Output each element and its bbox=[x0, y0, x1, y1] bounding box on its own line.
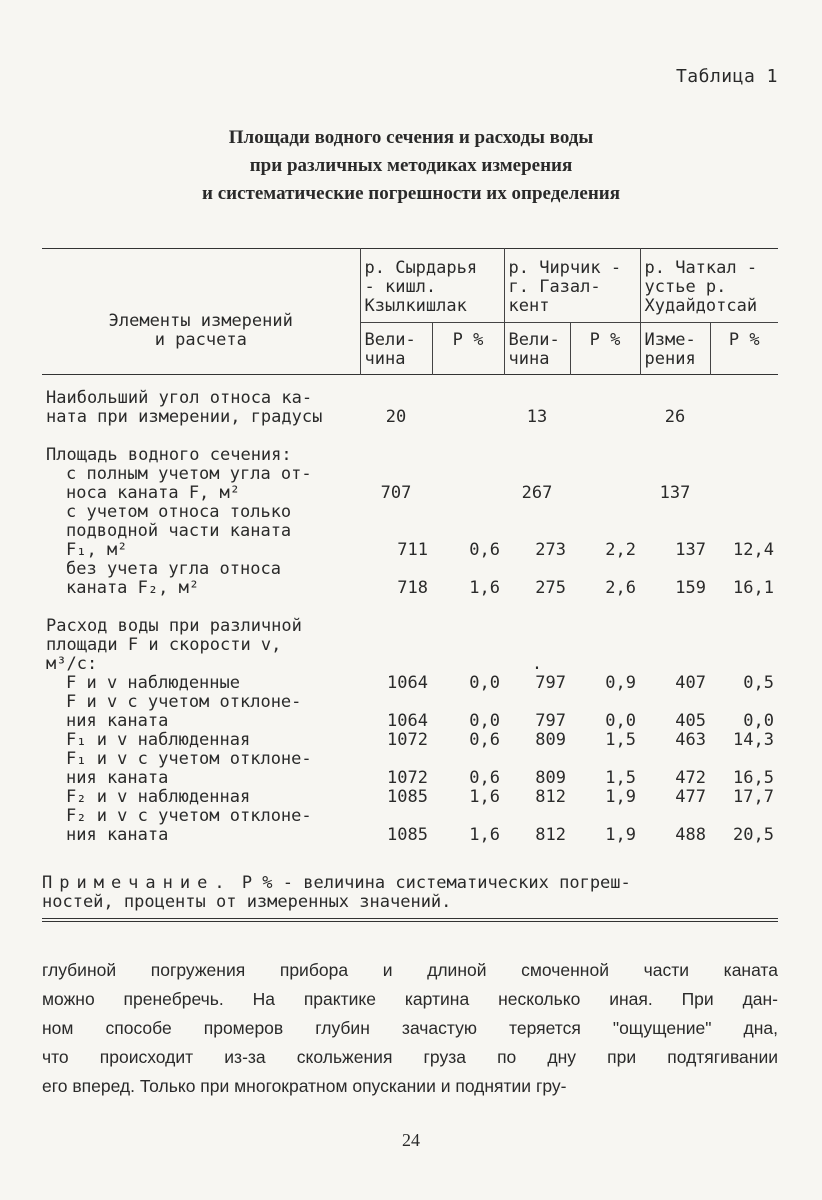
value-cell: 1072 bbox=[387, 730, 428, 750]
row-label: Расход воды при различной площади F и скорости v, м³/с: bbox=[46, 616, 302, 674]
data-table bbox=[42, 248, 778, 845]
value-cell bbox=[640, 617, 710, 674]
percent-cell: 14,3 bbox=[733, 730, 774, 750]
percent-cell: 1,9 bbox=[605, 787, 636, 807]
body-line: глубиной погружения прибора и длиной смоченной части каната bbox=[42, 960, 778, 980]
percent-cell: 0,0 bbox=[469, 711, 500, 731]
title-line-1: Площади водного сечения и расходы воды bbox=[228, 127, 594, 148]
header-value-2 bbox=[504, 323, 570, 375]
value-cell: 797 bbox=[535, 711, 566, 731]
percent-cell: 0,0 bbox=[605, 711, 636, 731]
spacer-row bbox=[42, 427, 778, 446]
value-cell: 20 bbox=[385, 407, 407, 427]
spacer-cell bbox=[42, 598, 778, 617]
value-cell bbox=[504, 446, 570, 465]
table-row bbox=[42, 375, 778, 428]
table-body bbox=[42, 375, 778, 846]
value-cell: 809 bbox=[535, 730, 566, 750]
header-elements bbox=[42, 249, 360, 375]
header-value-1 bbox=[360, 323, 432, 375]
row-label: Наибольший угол относа ка- ната при измерении, градусы bbox=[46, 388, 323, 427]
title-line-3: и систематические погрешности их определения bbox=[202, 183, 620, 204]
header-value-3 bbox=[640, 323, 710, 375]
value-cell: 159 bbox=[675, 578, 706, 598]
value-cell: 707 bbox=[380, 483, 412, 503]
table-row bbox=[42, 731, 778, 750]
percent-cell bbox=[432, 465, 504, 503]
percent-cell: 0,9 bbox=[605, 673, 636, 693]
header-value-2-text: Вели- чина bbox=[508, 330, 560, 369]
percent-cell: 0,0 bbox=[743, 711, 774, 731]
row-label: без учета угла относа каната F₂, м² bbox=[66, 559, 281, 598]
percent-cell: 1,5 bbox=[605, 730, 636, 750]
value-cell: 1072 bbox=[387, 768, 428, 788]
row-label: с полным учетом угла от- носа каната F, м² bbox=[66, 464, 312, 503]
value-cell: 13 bbox=[526, 407, 548, 427]
percent-cell bbox=[570, 465, 640, 503]
percent-cell: 2,2 bbox=[605, 540, 636, 560]
percent-cell bbox=[432, 617, 504, 674]
value-cell: 812 bbox=[535, 825, 566, 845]
value-cell: 812 bbox=[535, 787, 566, 807]
value-cell: 1085 bbox=[387, 787, 428, 807]
row-label: Площадь водного сечения: bbox=[46, 445, 292, 465]
value-cell: 26 bbox=[664, 407, 686, 427]
percent-cell: 1,6 bbox=[469, 787, 500, 807]
table-row bbox=[42, 617, 778, 674]
percent-cell bbox=[570, 446, 640, 465]
row-label: F и v наблюденные bbox=[66, 673, 240, 693]
percent-cell: 16,5 bbox=[733, 768, 774, 788]
percent-cell bbox=[570, 617, 640, 674]
spacer-row bbox=[42, 598, 778, 617]
row-label: F и v с учетом отклоне- ния каната bbox=[66, 692, 302, 731]
percent-cell: 0,5 bbox=[743, 673, 774, 693]
note-prefix: Примечание. bbox=[42, 873, 232, 893]
value-cell bbox=[360, 446, 432, 465]
header-syrdarya-text: р. Сырдарья - кишл. Кзылкишлак bbox=[364, 258, 478, 316]
header-chirchik bbox=[504, 249, 640, 323]
header-chirchik-text: р. Чирчик - г. Газал- кент bbox=[508, 258, 622, 316]
note-bottom-rule-2 bbox=[42, 921, 778, 922]
spacer-cell bbox=[42, 427, 778, 446]
percent-cell bbox=[710, 446, 778, 465]
page-number: 24 bbox=[402, 1130, 420, 1150]
percent-cell: 1,9 bbox=[605, 825, 636, 845]
header-value-3-text: Изме- рения bbox=[644, 330, 696, 369]
table-row bbox=[42, 465, 778, 503]
value-cell: 797 bbox=[535, 673, 566, 693]
percent-cell: 1,5 bbox=[605, 768, 636, 788]
table-note bbox=[42, 874, 778, 912]
header-elements-text: Элементы измерений и расчета bbox=[108, 310, 293, 350]
percent-cell: 0,6 bbox=[469, 730, 500, 750]
table-row bbox=[42, 788, 778, 807]
note-bottom-rule bbox=[42, 918, 778, 919]
title-line-2: при различных методиках измерения bbox=[249, 155, 573, 176]
value-cell: 137 bbox=[659, 483, 691, 503]
value-cell bbox=[360, 617, 432, 674]
percent-cell bbox=[710, 375, 778, 428]
value-cell: 267 bbox=[521, 483, 553, 503]
value-cell bbox=[640, 446, 710, 465]
value-cell: 477 bbox=[675, 787, 706, 807]
table-row bbox=[42, 503, 778, 560]
value-cell: 809 bbox=[535, 768, 566, 788]
row-label: F₁ и v наблюденная bbox=[66, 730, 251, 750]
percent-cell: 1,6 bbox=[469, 825, 500, 845]
table-title bbox=[0, 124, 822, 208]
row-label: F₂ и v наблюденная bbox=[66, 787, 251, 807]
header-pct-1: Р % bbox=[432, 323, 504, 375]
table-row bbox=[42, 446, 778, 465]
percent-cell: 16,1 bbox=[733, 578, 774, 598]
value-cell: 407 bbox=[675, 673, 706, 693]
value-cell: 405 bbox=[675, 711, 706, 731]
table-row bbox=[42, 693, 778, 731]
header-value-1-text: Вели- чина bbox=[364, 330, 416, 369]
value-cell: 1064 bbox=[387, 711, 428, 731]
table-row bbox=[42, 750, 778, 788]
value-cell: 488 bbox=[675, 825, 706, 845]
body-line: что происходит из-за скольжения груза по дну при подтягивании bbox=[42, 1047, 778, 1067]
percent-cell bbox=[710, 617, 778, 674]
body-line: его вперед. Только при многократном опускании и поднятии гру- bbox=[42, 1076, 567, 1096]
table-row bbox=[42, 560, 778, 598]
value-cell: . bbox=[531, 654, 543, 674]
percent-cell: 12,4 bbox=[733, 540, 774, 560]
percent-cell bbox=[432, 446, 504, 465]
body-text bbox=[42, 956, 778, 1101]
value-cell: 1085 bbox=[387, 825, 428, 845]
value-cell: 711 bbox=[397, 540, 428, 560]
header-chatkal bbox=[640, 249, 778, 323]
note-text: Р % - величина систематических погреш- ностей, проценты от измеренных значений. bbox=[42, 873, 631, 912]
value-cell: 463 bbox=[675, 730, 706, 750]
value-cell: 273 bbox=[535, 540, 566, 560]
header-chatkal-text: р. Чаткал - устье р. Худайдотсай bbox=[644, 258, 758, 316]
percent-cell: 1,6 bbox=[469, 578, 500, 598]
table-row bbox=[42, 674, 778, 693]
percent-cell: 0,0 bbox=[469, 673, 500, 693]
value-cell: 1064 bbox=[387, 673, 428, 693]
percent-cell: 17,7 bbox=[733, 787, 774, 807]
row-label: F₂ и v с учетом отклоне- ния каната bbox=[66, 806, 312, 845]
table-row bbox=[42, 807, 778, 845]
header-pct-2: Р % bbox=[570, 323, 640, 375]
table-label: Таблица 1 bbox=[675, 66, 778, 87]
value-cell: 137 bbox=[675, 540, 706, 560]
percent-cell: 2,6 bbox=[605, 578, 636, 598]
value-cell: 718 bbox=[397, 578, 428, 598]
percent-cell bbox=[432, 375, 504, 428]
percent-cell bbox=[710, 465, 778, 503]
row-label: F₁ и v с учетом отклоне- ния каната bbox=[66, 749, 312, 788]
value-cell: 472 bbox=[675, 768, 706, 788]
percent-cell bbox=[570, 375, 640, 428]
body-line: можно пренебречь. На практике картина несколько иная. При дан- bbox=[42, 989, 778, 1009]
percent-cell: 0,6 bbox=[469, 540, 500, 560]
header-syrdarya bbox=[360, 249, 504, 323]
header-pct-3: Р % bbox=[710, 323, 778, 375]
value-cell: 275 bbox=[535, 578, 566, 598]
body-line: ном способе промеров глубин зачастую теряется "ощущение" дна, bbox=[42, 1018, 778, 1038]
percent-cell: 20,5 bbox=[733, 825, 774, 845]
row-label: с учетом относа только подводной части каната F₁, м² bbox=[66, 502, 292, 560]
percent-cell: 0,6 bbox=[469, 768, 500, 788]
